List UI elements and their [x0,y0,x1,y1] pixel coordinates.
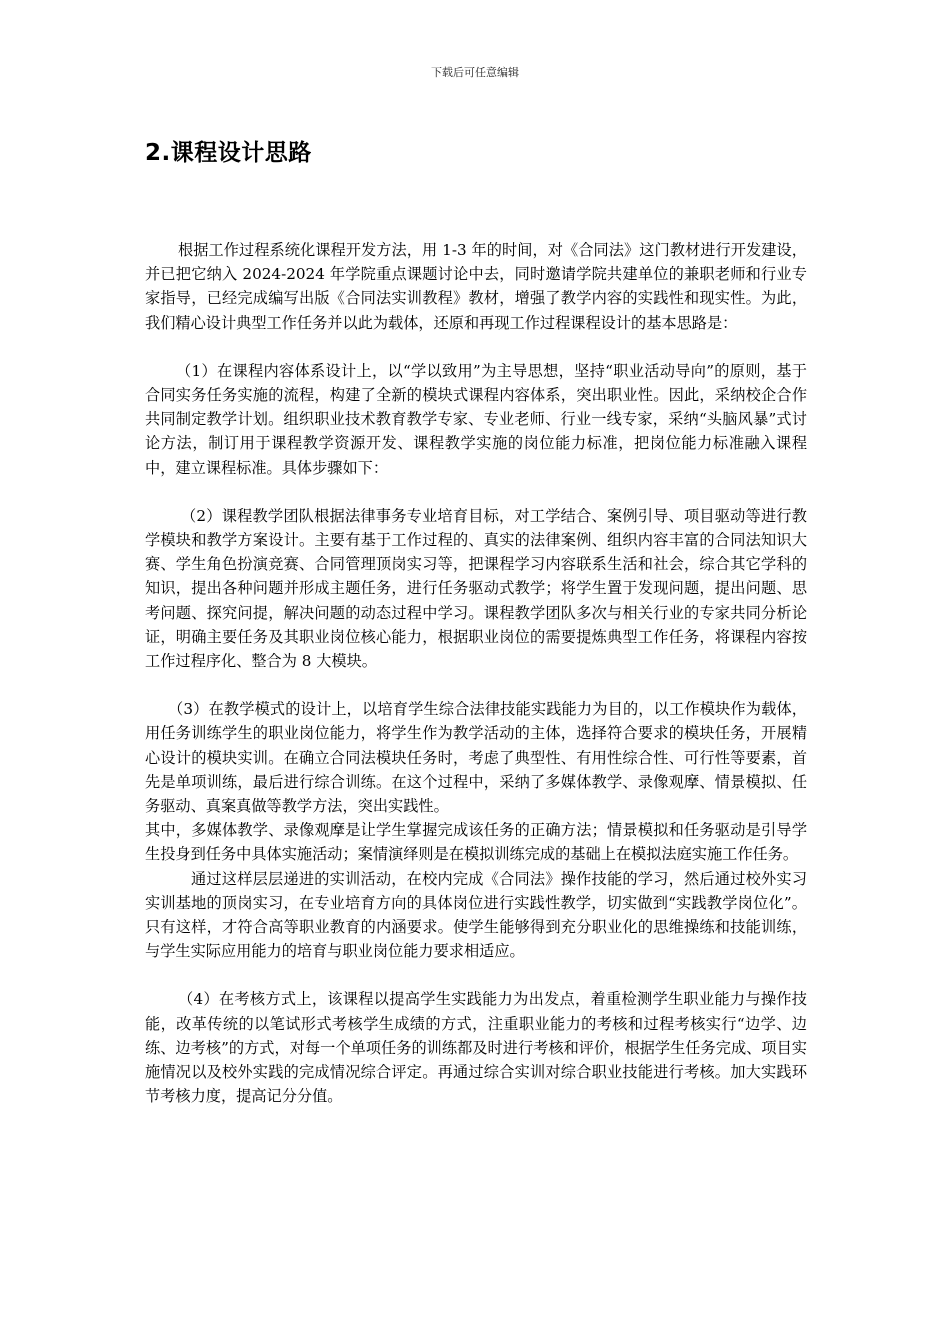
paragraph-point-3: （3）在教学模式的设计上，以培育学生综合法律技能实践能力为目的，以工作模块作为载体，用任务训练学生的职业岗位能力，将学生作为教学活动的主体，选择符合要求的模块任务，开展精心设计的模块实训。在确立合同法模块任务时，考虑了典型性、有用性综合性、可行性等要素，首先是单项训练，最后进行综合训练。在这个过程中，采纳了多媒体教学、录像观摩、情景模拟、任务驱动、真案真做等教学方法，突出实践性。 [145,700,807,816]
section-title: 2.课程设计思路 [145,140,312,166]
page-header-note: 下载后可任意编辑 [431,66,519,79]
body-content [145,238,807,1109]
paragraph-point-2: （2）课程教学团队根据法律事务专业培育目标，对工学结合、案例引导、项目驱动等进行教学模块和教学方案设计。主要有基于工作过程的、真实的法律案例、组织内容丰富的合同法知识大赛、学生角色扮演竞赛、合同管理顶岗实习等，把课程学习内容联系生活和社会，综合其它学科的知识，提出各种问题并形成主题任务，进行任务驱动式教学；将学生置于发现问题，提出问题、思考问题、探究问提，解决问题的动态过程中学习。课程教学团队多次与相关行业的专家共同分析论证，明确主要任务及其职业岗位核心能力，根据职业岗位的需要提炼典型工作任务，将课程内容按工作过程序化、整合为 8 大模块。 [145,506,807,671]
paragraph-point-3-summary: 通过这样层层递进的实训活动，在校内完成《合同法》操作技能的学习，然后通过校外实习实训基地的顶岗实习，在专业培育方向的具体岗位进行实践性教学，切实做到“实践教学岗位化”。只有这样，才符合高等职业教育的内涵要求。使学生能够得到充分职业化的思维操练和技能训练，与学生实际应用能力的培育与职业岗位能力要求相适应。 [145,869,807,961]
paragraph-point-1: （1）在课程内容体系设计上，以“学以致用”为主导思想，坚持“职业活动导向”的原则，基于合同实务任务实施的流程，构建了全新的模块式课程内容体系，突出职业性。因此，采纳校企合作共同制定教学计划。组织职业技术教育教学专家、专业老师、行业一线专家，采纳“头脑风暴”式讨论方法，制订用于课程教学资源开发、课程教学实施的岗位能力标准，把岗位能力标准融入课程中，建立课程标准。具体步骤如下： [145,361,807,477]
paragraph-point-4: （4）在考核方式上，该课程以提高学生实践能力为出发点，着重检测学生职业能力与操作技能，改革传统的以笔试形式考核学生成绩的方式，注重职业能力的考核和过程考核实行“边学、边练、边考核”的方式，对每一个单项任务的训练都及时进行考核和评价，根据学生任务完成、项目实施情况以及校外实践的完成情况综合评定。再通过综合实训对综合职业技能进行考核。加大实践环节考核力度，提高记分分值。 [145,990,807,1106]
paragraph-point-3-detail: 其中，多媒体教学、录像观摩是让学生掌握完成该任务的正确方法；情景模拟和任务驱动是引导学生投身到任务中具体实施活动；案情演绎则是在模拟训练完成的基础上在模拟法庭实施工作任务。 [145,821,807,864]
paragraph-intro: 根据工作过程系统化课程开发方法，用 1-3 年的时间，对《合同法》这门教材进行开发建设，并已把它纳入 2024-2024 年学院重点课题讨论中去，同时邀请学院共建单位的兼职老师和行业专家指导，已经完成编写出版《合同法实训教程》教材，增强了教学内容的实践性和现实性。为此，我们精心设计典型工作任务并以此为载体，还原和再现工作过程课程设计的基本思路是： [145,241,807,332]
